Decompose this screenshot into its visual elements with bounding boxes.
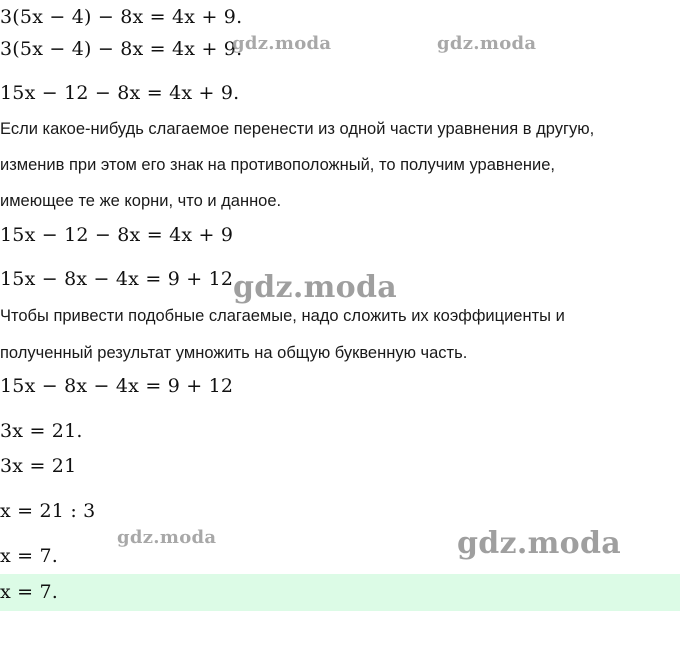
watermark-logo: gdz.moda bbox=[437, 33, 537, 54]
rule-text-line: полученный результат умножить на общую буквенную часть. bbox=[0, 344, 468, 362]
equation-line: 3(5x − 4) − 8x = 4x + 9. bbox=[0, 38, 243, 60]
watermark-logo: gdz.moda bbox=[457, 526, 622, 561]
answer-highlight bbox=[0, 574, 680, 611]
rule-text-line: изменив при этом его знак на противоположный, то получим уравнение, bbox=[0, 156, 556, 174]
equation-line: 15x − 8x − 4x = 9 + 12 bbox=[0, 268, 234, 290]
watermark-logo: gdz.moda bbox=[117, 527, 217, 548]
rule-text-line: Чтобы привести подобные слагаемые, надо сложить их коэффициенты и bbox=[0, 307, 565, 325]
rule-text-line: Если какое-нибудь слагаемое перенести из одной части уравнения в другую, bbox=[0, 120, 595, 138]
equation-line: 15x − 8x − 4x = 9 + 12 bbox=[0, 375, 234, 397]
equation-line: x = 7. bbox=[0, 545, 59, 567]
answer-line: x = 7. bbox=[0, 581, 59, 603]
equation-line: 3x = 21. bbox=[0, 420, 83, 442]
equation-line: 15x − 12 − 8x = 4x + 9. bbox=[0, 82, 240, 104]
equation-line: x = 21 : 3 bbox=[0, 500, 96, 522]
rule-text-line: имеющее те же корни, что и данное. bbox=[0, 192, 282, 210]
equation-line: 3x = 21 bbox=[0, 455, 77, 477]
watermark-logo: gdz.moda bbox=[232, 33, 332, 54]
equation-line: 3(5x − 4) − 8x = 4x + 9. bbox=[0, 6, 243, 28]
equation-line: 15x − 12 − 8x = 4x + 9 bbox=[0, 224, 234, 246]
watermark-logo: gdz.moda bbox=[233, 270, 398, 305]
